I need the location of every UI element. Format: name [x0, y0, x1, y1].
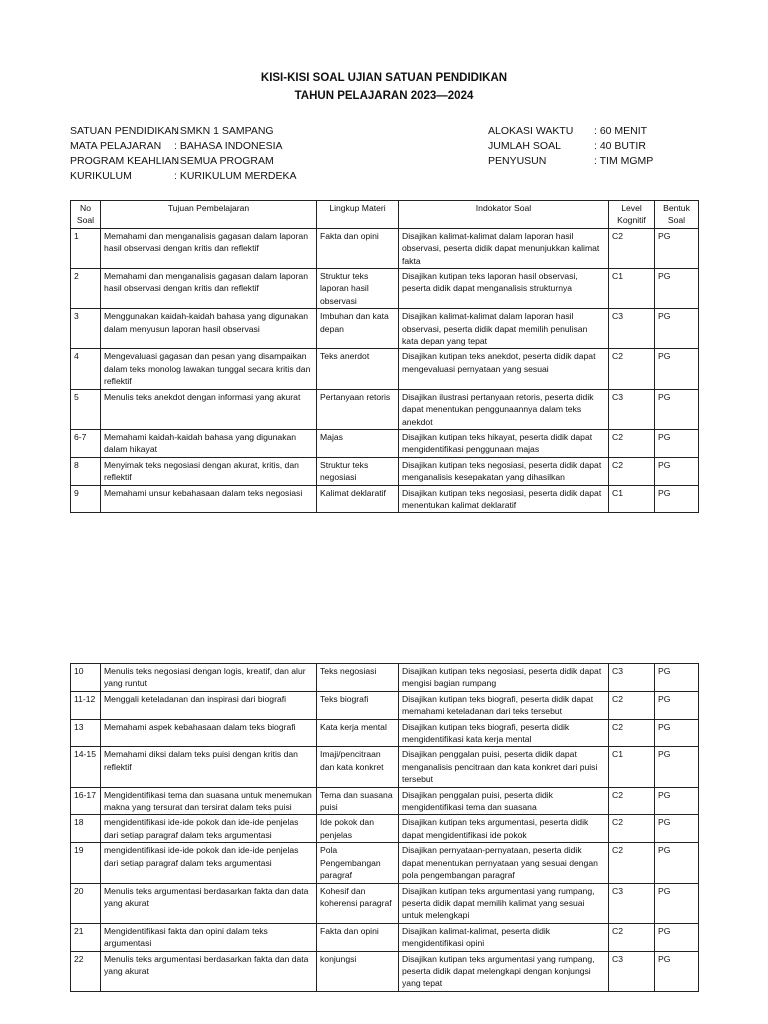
- info-value: : KURIKULUM MERDEKA: [174, 170, 297, 182]
- table-row: [71, 269, 699, 309]
- table-row: [71, 883, 699, 923]
- cell-bentuk-soal: PG: [655, 719, 699, 747]
- cell-level-kognitif: C3: [609, 309, 655, 349]
- cell-indikator-soal: Disajikan kutipan teks argumentasi yang rumpang, peserta didik dapat memilih kalimat yang sesuai untuk melengkapi: [399, 883, 609, 923]
- cell-indikator-soal: Disajikan kutipan teks argumentasi yang rumpang, peserta didik dapat melengkapi dengan konjungsi yang tepat: [399, 951, 609, 991]
- cell-lingkup-materi: Kalimat deklaratif: [317, 485, 399, 513]
- cell-no-soal: 2: [71, 269, 101, 309]
- info-row: [70, 124, 297, 139]
- cell-no-soal: 14-15: [71, 747, 101, 787]
- cell-indikator-soal: Disajikan kutipan teks negosiasi, peserta didik dapat menganalisis kesepakatan yang dihasilkan: [399, 457, 609, 485]
- cell-tujuan-pembelajaran: Menyimak teks negosiasi dengan akurat, kritis, dan reflektif: [101, 457, 317, 485]
- cell-level-kognitif: C2: [609, 457, 655, 485]
- cell-bentuk-soal: PG: [655, 228, 699, 268]
- cell-bentuk-soal: PG: [655, 883, 699, 923]
- table-row: [71, 349, 699, 389]
- cell-lingkup-materi: Pola Pengembangan paragraf: [317, 843, 399, 883]
- cell-level-kognitif: C1: [609, 269, 655, 309]
- cell-level-kognitif: C2: [609, 843, 655, 883]
- cell-level-kognitif: C2: [609, 228, 655, 268]
- info-row: [70, 139, 297, 154]
- cell-indikator-soal: Disajikan ilustrasi pertanyaan retoris, peserta didik dapat menentukan penggunaannya dalam teks anekdot: [399, 389, 609, 429]
- info-row: [488, 124, 653, 139]
- cell-tujuan-pembelajaran: Menggunakan kaidah-kaidah bahasa yang digunakan dalam menyusun laporan hasil observasi: [101, 309, 317, 349]
- cell-indikator-soal: Disajikan kutipan teks anekdot, peserta didik dapat mengevaluasi pernyataan yang sesuai: [399, 349, 609, 389]
- cell-tujuan-pembelajaran: Memahami kaidah-kaidah bahasa yang digunakan dalam hikayat: [101, 429, 317, 457]
- kisi-kisi-table-part2: [70, 663, 699, 992]
- identity-info-right: [488, 124, 653, 169]
- info-value: : BAHASA INDONESIA: [174, 140, 283, 152]
- cell-bentuk-soal: PG: [655, 787, 699, 815]
- cell-no-soal: 5: [71, 389, 101, 429]
- cell-no-soal: 18: [71, 815, 101, 843]
- info-label: SATUAN PENDIDIKAN: [70, 125, 179, 137]
- info-row: [70, 154, 297, 169]
- cell-no-soal: 16-17: [71, 787, 101, 815]
- cell-tujuan-pembelajaran: Mengidentifikasi tema dan suasana untuk menemukan makna yang tersurat dan tersirat dalam teks puisi: [101, 787, 317, 815]
- info-value: : TIM MGMP: [594, 155, 654, 167]
- cell-indikator-soal: Disajikan kutipan teks biografi, peserta didik mengidentifikasi kata kerja mental: [399, 719, 609, 747]
- cell-lingkup-materi: Teks biografi: [317, 691, 399, 719]
- info-label: PENYUSUN: [488, 155, 547, 167]
- cell-indikator-soal: Disajikan kutipan teks negosiasi, peserta didik dapat menentukan kalimat deklaratif: [399, 485, 609, 513]
- cell-level-kognitif: C1: [609, 747, 655, 787]
- table-row: [71, 309, 699, 349]
- cell-bentuk-soal: PG: [655, 269, 699, 309]
- cell-indikator-soal: Disajikan penggalan puisi, peserta didik mengidentifikasi tema dan suasana: [399, 787, 609, 815]
- cell-indikator-soal: Disajikan kutipan teks hikayat, peserta didik dapat mengidentifikasi penggunaan majas: [399, 429, 609, 457]
- document-subtitle: TAHUN PELAJARAN 2023—2024: [294, 90, 474, 102]
- cell-level-kognitif: C3: [609, 664, 655, 692]
- info-row: [70, 169, 297, 184]
- table-row: [71, 719, 699, 747]
- table-row: [71, 691, 699, 719]
- cell-lingkup-materi: Imbuhan dan kata depan: [317, 309, 399, 349]
- cell-bentuk-soal: PG: [655, 389, 699, 429]
- cell-no-soal: 13: [71, 719, 101, 747]
- info-value: : SEMUA PROGRAM: [174, 155, 274, 167]
- cell-bentuk-soal: PG: [655, 664, 699, 692]
- table-row: [71, 228, 699, 268]
- cell-bentuk-soal: PG: [655, 485, 699, 513]
- cell-indikator-soal: Disajikan kutipan teks laporan hasil observasi, peserta didik dapat menganalisis strukturnya: [399, 269, 609, 309]
- info-row: [488, 154, 653, 169]
- cell-bentuk-soal: PG: [655, 429, 699, 457]
- cell-bentuk-soal: PG: [655, 349, 699, 389]
- cell-lingkup-materi: Teks negosiasi: [317, 664, 399, 692]
- cell-tujuan-pembelajaran: mengidentifikasi ide-ide pokok dan ide-ide penjelas dari setiap paragraf dalam teks argumentasi: [101, 815, 317, 843]
- table-row: [71, 457, 699, 485]
- cell-bentuk-soal: PG: [655, 815, 699, 843]
- cell-indikator-soal: Disajikan pernyataan-pernyataan, peserta didik dapat menentukan pernyataan yang sesuai dengan pola pengembangan paragraf: [399, 843, 609, 883]
- cell-level-kognitif: C2: [609, 691, 655, 719]
- cell-indikator-soal: Disajikan penggalan puisi, peserta didik dapat menganalisis pencitraan dan kata konkret dari puisi tersebut: [399, 747, 609, 787]
- cell-bentuk-soal: PG: [655, 843, 699, 883]
- cell-no-soal: 8: [71, 457, 101, 485]
- cell-lingkup-materi: Ide pokok dan penjelas: [317, 815, 399, 843]
- table-row: [71, 485, 699, 513]
- cell-level-kognitif: C2: [609, 429, 655, 457]
- cell-lingkup-materi: Teks anerdot: [317, 349, 399, 389]
- cell-bentuk-soal: PG: [655, 309, 699, 349]
- table-row: [71, 664, 699, 692]
- cell-tujuan-pembelajaran: Menulis teks argumentasi berdasarkan fakta dan data yang akurat: [101, 883, 317, 923]
- info-value: : 60 MENIT: [594, 125, 648, 137]
- cell-indikator-soal: Disajikan kutipan teks argumentasi, peserta didik dapat mengidentifikasi ide pokok: [399, 815, 609, 843]
- cell-lingkup-materi: Fakta dan opini: [317, 923, 399, 951]
- cell-lingkup-materi: Struktur teks laporan hasil observasi: [317, 269, 399, 309]
- kisi-kisi-table-part1: [70, 200, 699, 513]
- cell-lingkup-materi: Kata kerja mental: [317, 719, 399, 747]
- cell-level-kognitif: C3: [609, 951, 655, 991]
- table-row: [71, 923, 699, 951]
- cell-level-kognitif: C1: [609, 485, 655, 513]
- cell-lingkup-materi: konjungsi: [317, 951, 399, 991]
- header-tujuan-pembelajaran: Tujuan Pembelajaran: [101, 201, 317, 229]
- cell-lingkup-materi: Fakta dan opini: [317, 228, 399, 268]
- info-value: : SMKN 1 SAMPANG: [174, 125, 274, 137]
- cell-level-kognitif: C3: [609, 883, 655, 923]
- cell-level-kognitif: C2: [609, 923, 655, 951]
- cell-bentuk-soal: PG: [655, 691, 699, 719]
- cell-tujuan-pembelajaran: Memahami dan menganalisis gagasan dalam laporan hasil observasi dengan kritis dan reflektif: [101, 269, 317, 309]
- cell-indikator-soal: Disajikan kalimat-kalimat dalam laporan hasil observasi, peserta didik dapat memilih penulisan kata depan yang tepat: [399, 309, 609, 349]
- table-row: [71, 429, 699, 457]
- info-label: PROGRAM KEAHLIAN: [70, 155, 180, 167]
- cell-tujuan-pembelajaran: Mengidentifikasi fakta dan opini dalam teks argumentasi: [101, 923, 317, 951]
- info-row: [488, 139, 653, 154]
- cell-bentuk-soal: PG: [655, 923, 699, 951]
- header-indikator-soal: Indokator Soal: [399, 201, 609, 229]
- info-label: ALOKASI WAKTU: [488, 125, 574, 137]
- cell-indikator-soal: Disajikan kalimat-kalimat, peserta didik mengidentifikasi opini: [399, 923, 609, 951]
- header-level-kognitif: Level Kognitif: [609, 201, 655, 229]
- cell-no-soal: 9: [71, 485, 101, 513]
- document-title: KISI-KISI SOAL UJIAN SATUAN PENDIDIKAN: [260, 72, 508, 84]
- info-label: KURIKULUM: [70, 170, 132, 182]
- cell-tujuan-pembelajaran: Menulis teks negosiasi dengan logis, kreatif, dan alur yang runtut: [101, 664, 317, 692]
- cell-level-kognitif: C3: [609, 389, 655, 429]
- cell-no-soal: 20: [71, 883, 101, 923]
- info-label: MATA PELAJARAN: [70, 140, 162, 152]
- header-bentuk-soal: Bentuk Soal: [655, 201, 699, 229]
- cell-tujuan-pembelajaran: Memahami aspek kebahasaan dalam teks biografi: [101, 719, 317, 747]
- table-row: [71, 843, 699, 883]
- cell-level-kognitif: C2: [609, 719, 655, 747]
- cell-indikator-soal: Disajikan kutipan teks negosiasi, peserta didik dapat mengisi bagian rumpang: [399, 664, 609, 692]
- cell-lingkup-materi: Kohesif dan koherensi paragraf: [317, 883, 399, 923]
- cell-lingkup-materi: Pertanyaan retoris: [317, 389, 399, 429]
- cell-tujuan-pembelajaran: Mengevaluasi gagasan dan pesan yang disampaikan dalam teks monolog lawakan tunggal secara kritis dan reflektif: [101, 349, 317, 389]
- identity-info-left: [70, 124, 297, 184]
- table-row: [71, 747, 699, 787]
- cell-level-kognitif: C2: [609, 349, 655, 389]
- cell-lingkup-materi: Imaji/pencitraan dan kata konkret: [317, 747, 399, 787]
- cell-tujuan-pembelajaran: Menggali keteladanan dan inspirasi dari biografi: [101, 691, 317, 719]
- cell-no-soal: 19: [71, 843, 101, 883]
- cell-no-soal: 1: [71, 228, 101, 268]
- cell-lingkup-materi: Struktur teks negosiasi: [317, 457, 399, 485]
- cell-tujuan-pembelajaran: Menulis teks argumentasi berdasarkan fakta dan data yang akurat: [101, 951, 317, 991]
- cell-tujuan-pembelajaran: Menulis teks anekdot dengan informasi yang akurat: [101, 389, 317, 429]
- cell-no-soal: 22: [71, 951, 101, 991]
- cell-tujuan-pembelajaran: Memahami unsur kebahasaan dalam teks negosiasi: [101, 485, 317, 513]
- cell-no-soal: 6-7: [71, 429, 101, 457]
- cell-bentuk-soal: PG: [655, 951, 699, 991]
- cell-level-kognitif: C2: [609, 815, 655, 843]
- cell-lingkup-materi: Tema dan suasana puisi: [317, 787, 399, 815]
- cell-indikator-soal: Disajikan kalimat-kalimat dalam laporan hasil observasi, peserta didik dapat menunjukkan kalimat fakta: [399, 228, 609, 268]
- table-row: [71, 787, 699, 815]
- info-label: JUMLAH SOAL: [488, 140, 561, 152]
- table-row: [71, 815, 699, 843]
- info-value: : 40 BUTIR: [594, 140, 646, 152]
- cell-indikator-soal: Disajikan kutipan teks biografi, peserta didik dapat memahami keteladanan dari teks tersebut: [399, 691, 609, 719]
- table-row: [71, 389, 699, 429]
- cell-lingkup-materi: Majas: [317, 429, 399, 457]
- cell-level-kognitif: C2: [609, 787, 655, 815]
- header-no-soal: No Soal: [71, 201, 101, 229]
- cell-no-soal: 11-12: [71, 691, 101, 719]
- cell-no-soal: 4: [71, 349, 101, 389]
- table-header-row: [71, 201, 699, 229]
- cell-no-soal: 3: [71, 309, 101, 349]
- table-row: [71, 951, 699, 991]
- cell-tujuan-pembelajaran: Memahami diksi dalam teks puisi dengan kritis dan reflektif: [101, 747, 317, 787]
- cell-bentuk-soal: PG: [655, 457, 699, 485]
- cell-tujuan-pembelajaran: mengidentifikasi ide-ide pokok dan ide-ide penjelas dari setiap paragraf dalam teks argumentasi: [101, 843, 317, 883]
- cell-tujuan-pembelajaran: Memahami dan menganalisis gagasan dalam laporan hasil observasi dengan kritis dan reflektif: [101, 228, 317, 268]
- header-lingkup-materi: Lingkup Materi: [317, 201, 399, 229]
- cell-bentuk-soal: PG: [655, 747, 699, 787]
- cell-no-soal: 10: [71, 664, 101, 692]
- cell-no-soal: 21: [71, 923, 101, 951]
